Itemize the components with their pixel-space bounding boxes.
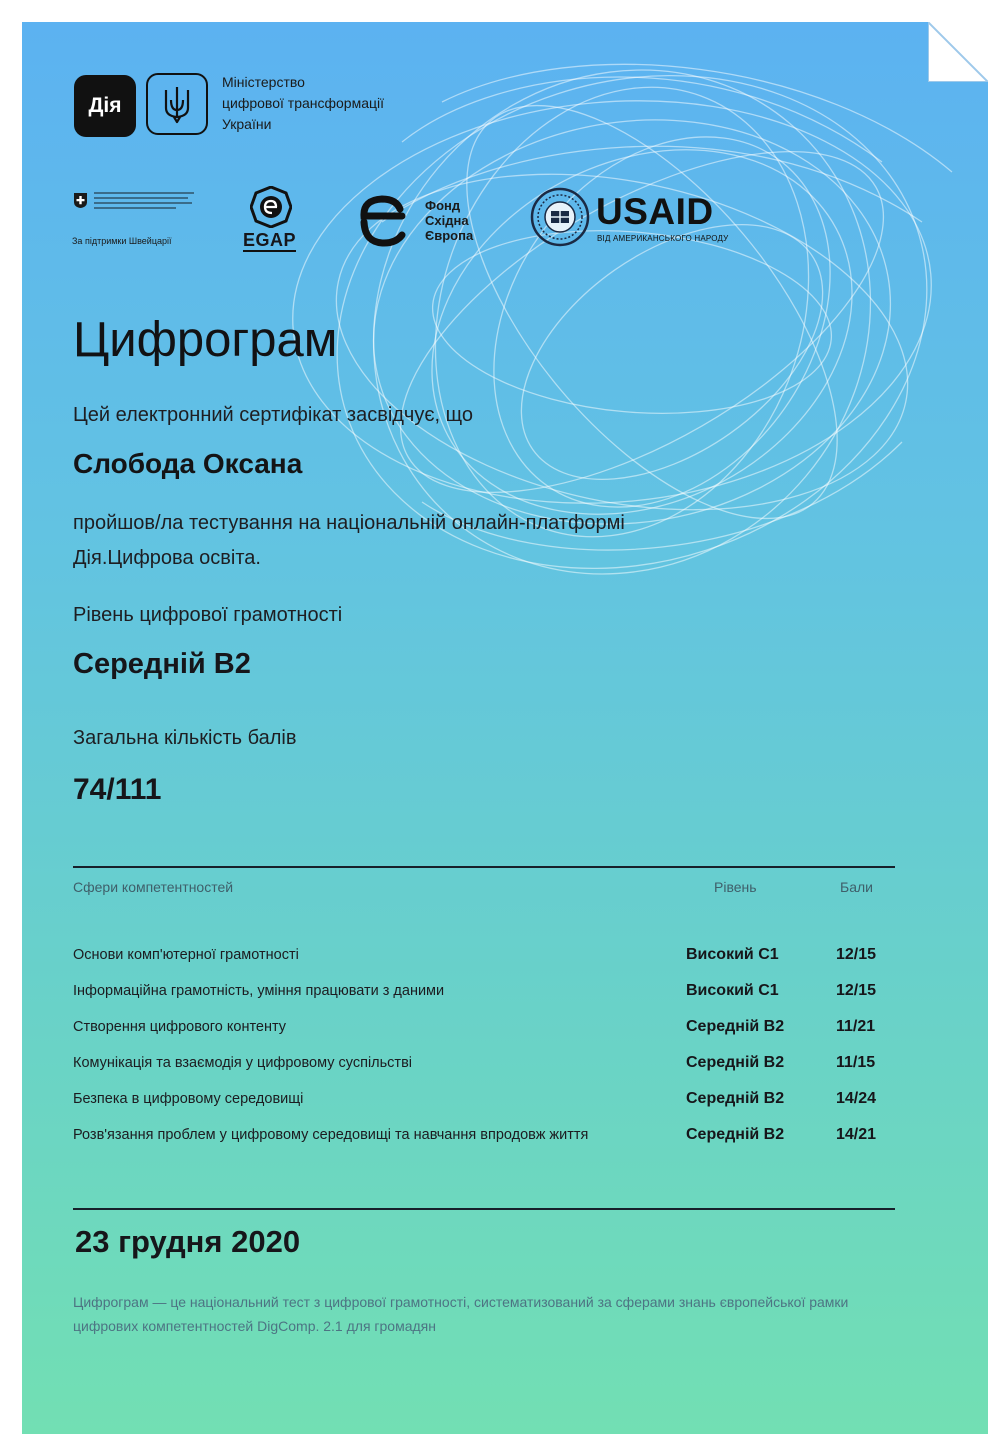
row-area: Основи комп'ютерної грамотності [73,947,299,963]
level-value: Середній B2 [73,648,251,680]
score-value: 74/111 [73,773,162,806]
row-area: Інформаційна грамотність, уміння працювати з даними [73,983,445,999]
divider-bottom [73,1208,895,1210]
passed-line-1: пройшов/ла тестування на національній онлайн-платформі [73,512,625,534]
row-points: 11/15 [836,1054,876,1071]
score-label: Загальна кількість балів [73,727,297,749]
row-points: 14/24 [836,1090,877,1107]
ministry-line-1: Міністерство [222,74,305,90]
column-header-areas: Сфери компетентностей [73,879,234,895]
fond-line-2: Східна [425,213,469,228]
row-level: Високий C1 [686,982,779,999]
level-label: Рівень цифрової грамотності [73,604,343,626]
row-level: Середній B2 [686,1018,785,1035]
egap-label: EGAP [243,230,297,250]
row-level: Середній B2 [686,1126,785,1143]
recipient-name: Слобода Оксана [73,448,303,479]
row-points: 11/21 [836,1018,876,1035]
row-points: 12/15 [836,982,877,999]
ministry-line-2: цифрової трансформації [222,95,385,111]
row-points: 14/21 [836,1126,877,1143]
fond-line-3: Європа [425,228,474,243]
passed-line-2: Дія.Цифрова освіта. [73,547,261,569]
page-corner-fold [928,22,988,82]
issue-date: 23 грудня 2020 [75,1224,301,1259]
ministry-name [222,72,472,135]
certificate-intro: Цей електронний сертифікат засвідчує, що [73,404,474,426]
row-area: Комунікація та взаємодія у цифровому суспільстві [73,1055,413,1071]
row-level: Середній B2 [686,1090,785,1107]
usaid-logo-text: USAID [596,191,714,232]
divider-top [73,866,895,868]
footer-note: Цифрограм — це національний тест з цифрової грамотності, систематизований за сферами знань європейської рамки цифрових компетентностей DigComp. 2.1 для громадян [73,1294,849,1334]
row-level: Середній B2 [686,1054,785,1071]
egap-logo-icon [250,186,292,228]
east-europe-foundation-text [425,198,473,243]
diia-logo [74,75,136,137]
swiss-support-caption: За підтримки Швейцарії [72,236,172,246]
trident-icon [162,84,192,124]
certificate-title: Цифрограм [73,313,338,367]
column-header-level: Рівень [714,879,757,895]
usaid-tagline: ВІД АМЕРИКАНСЬКОГО НАРОДУ [597,234,729,243]
swiss-confederation-text [94,192,200,212]
row-area: Розв'язання проблем у цифровому середовищі та навчання впродовж життя [73,1127,589,1143]
column-header-points: Бали [840,879,873,895]
ministry-line-3: України [222,116,272,132]
fond-line-1: Фонд [425,198,461,213]
row-level: Високий C1 [686,946,779,963]
row-area: Створення цифрового контенту [73,1019,287,1035]
trident-emblem-icon [146,73,208,135]
passed-statement [73,506,873,576]
row-area: Безпека в цифровому середовищі [73,1091,304,1107]
row-points: 12/15 [836,946,877,963]
swiss-flag-icon [74,193,87,208]
egap-logo-text [243,230,296,251]
usaid-seal-icon [530,187,590,247]
diia-logo-text: Дія [88,94,122,117]
east-europe-foundation-logo-icon [352,192,412,250]
